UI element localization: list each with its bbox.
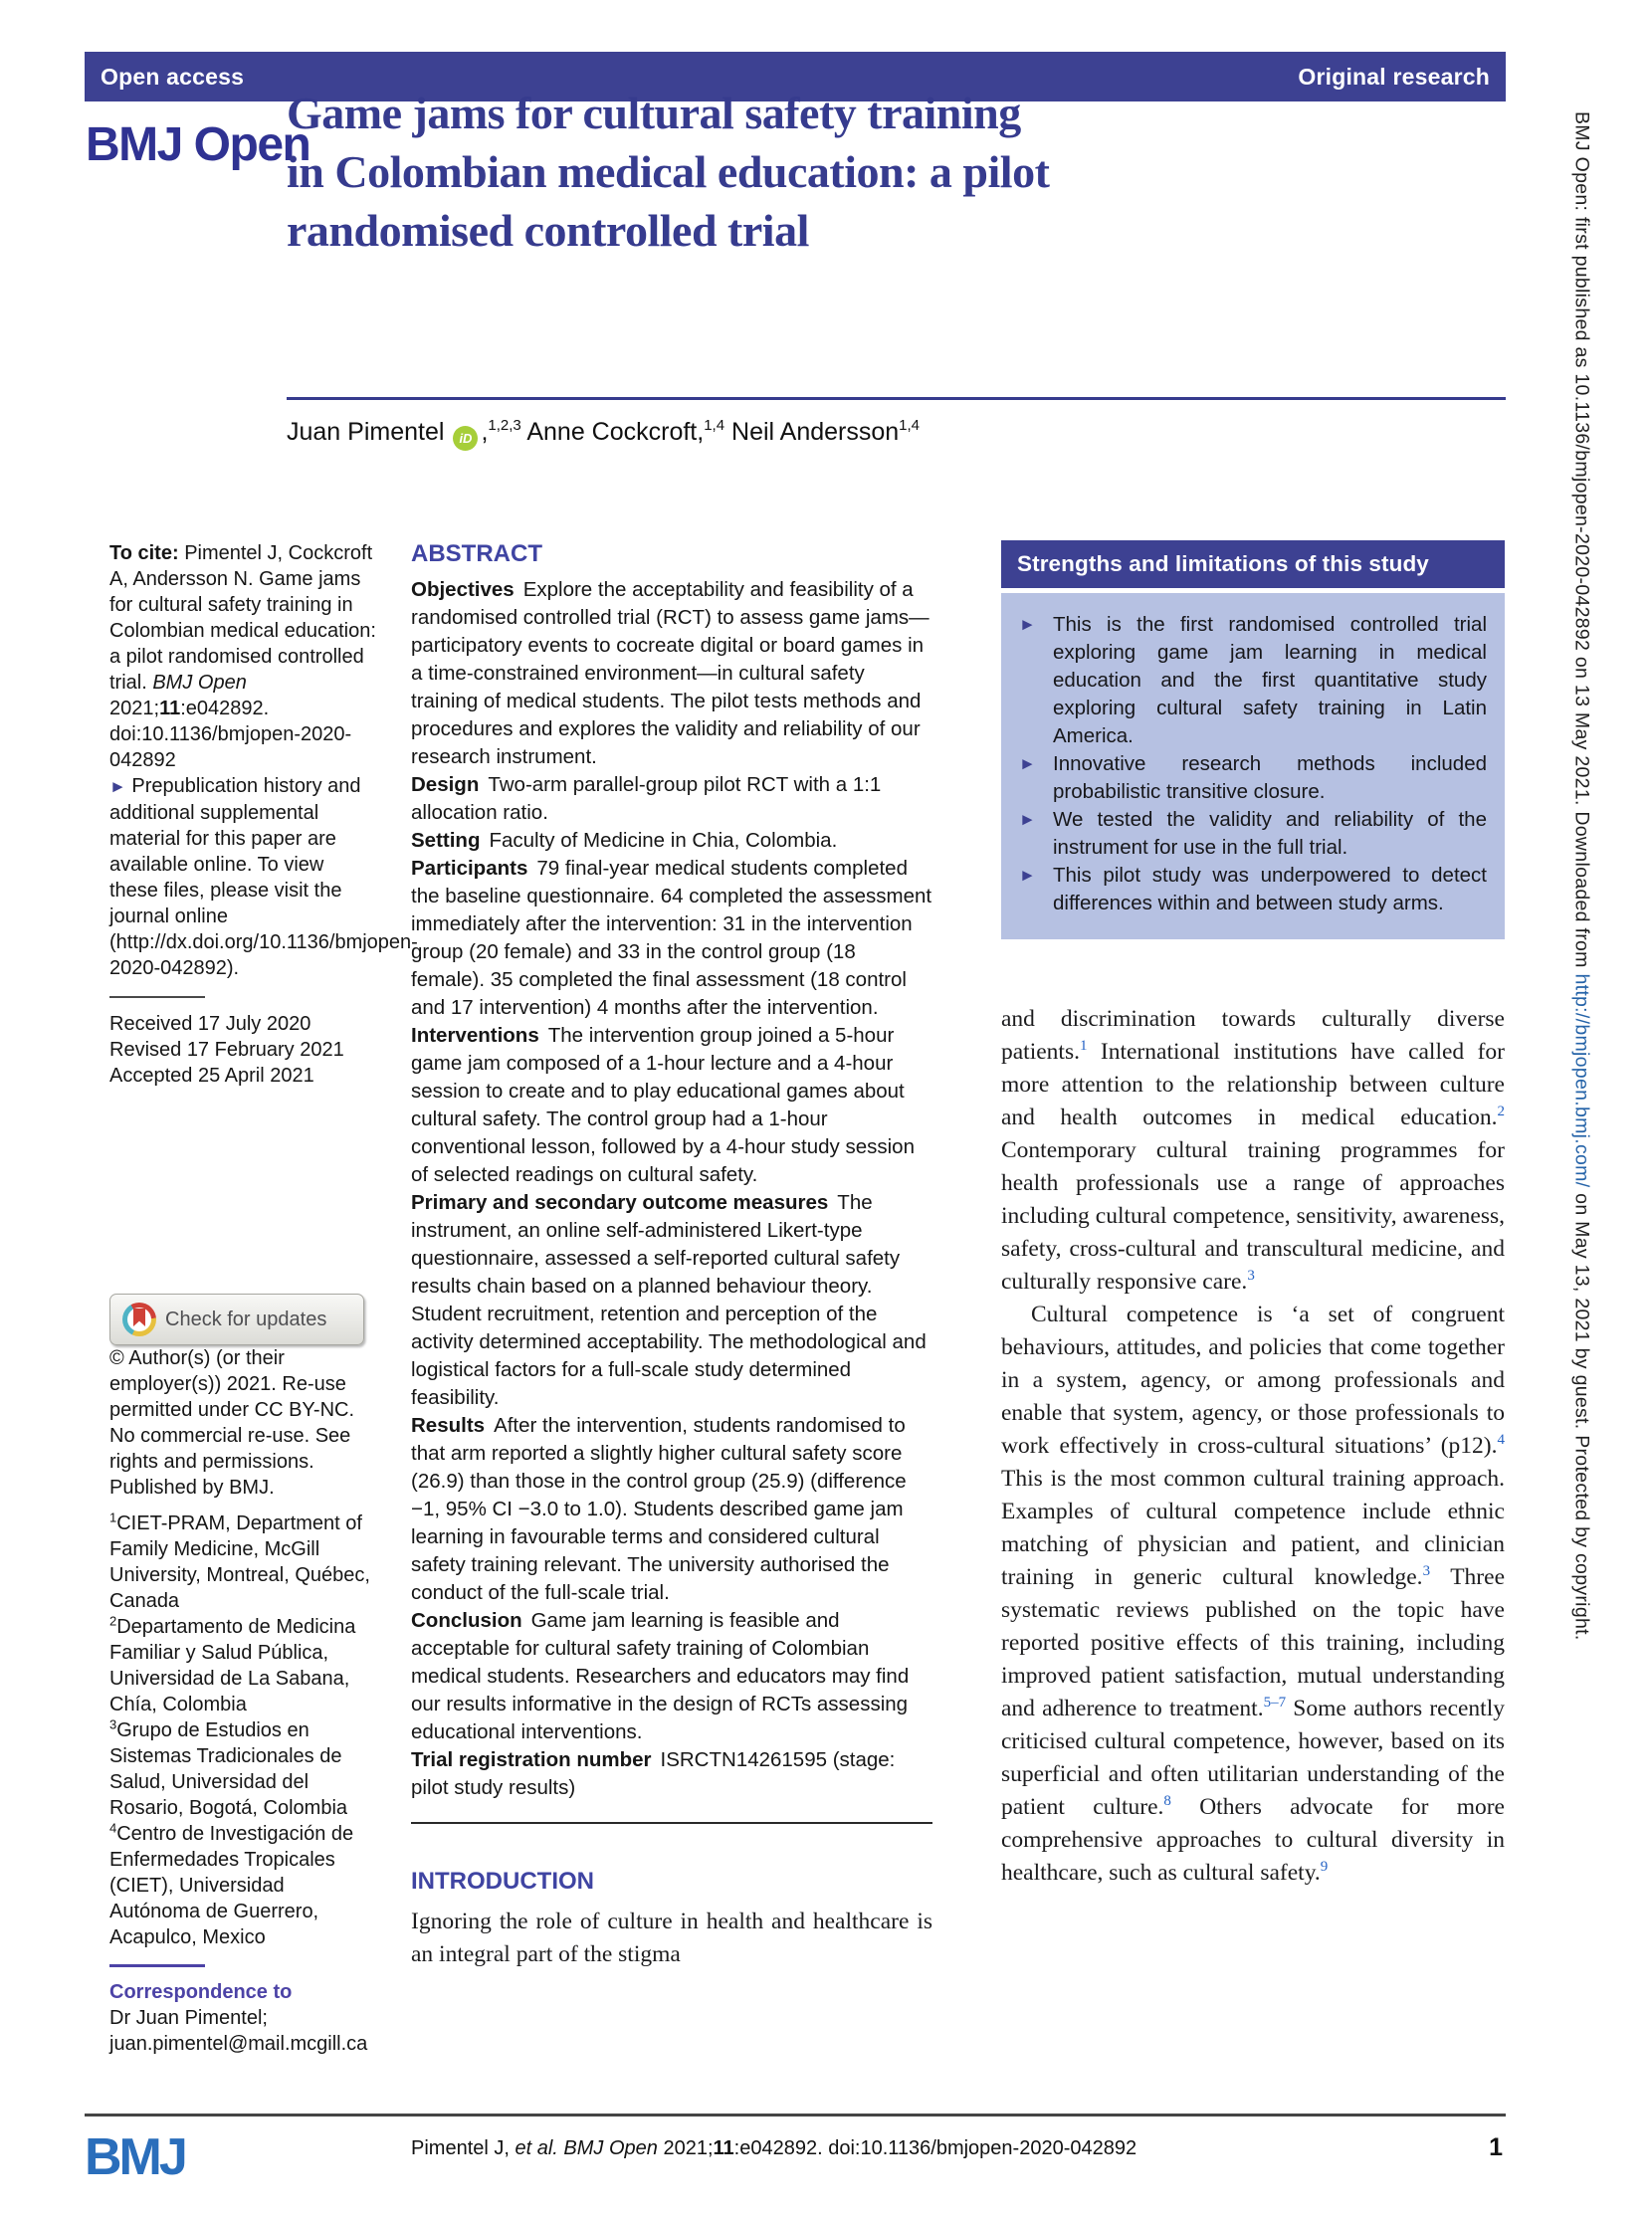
- affiliation-item: [109, 1614, 376, 1717]
- author-name: Neil Andersson: [724, 418, 900, 446]
- bmj-logo: BMJ: [85, 2128, 185, 2186]
- strengths-item-text: This pilot study was underpowered to detect differences within and between study arms.: [1053, 864, 1487, 914]
- abstract-section-text: ISRCTN14261595 (stage: pilot study results): [411, 1748, 896, 1799]
- check-for-updates-button[interactable]: [109, 1294, 364, 1345]
- author-affiliation-sup: 1,4: [704, 417, 725, 434]
- affiliation-text: Grupo de Estudios en Sistemas Tradicionales de Salud, Universidad del Rosario, Bogotá, Colombia: [109, 1719, 348, 1819]
- copyright-notice: © Author(s) (or their employer(s)) 2021. Re-use permitted under CC BY-NC. No commercial re-use. See rights and permissions. Published by BMJ.: [109, 1347, 355, 1499]
- prepublication-note: [109, 773, 418, 981]
- abstract-section-setting: [411, 827, 932, 855]
- affiliation-number: 3: [109, 1716, 117, 1732]
- footer-citation-volume: 11: [713, 2137, 734, 2159]
- author-byline: [287, 418, 920, 451]
- author-name: Anne Cockcroft,: [520, 418, 705, 446]
- to-cite-doi: :e042892. doi:10.1136/bmjopen-2020-042892: [109, 698, 352, 771]
- original-research-label: Original research: [1298, 63, 1490, 90]
- check-for-updates-icon: [122, 1303, 156, 1336]
- introduction-lead-text: Ignoring the role of culture in health and healthcare is an integral part of the stigma: [411, 1909, 932, 1967]
- margin-note-link[interactable]: http://bmjopen.bmj.com/: [1570, 973, 1593, 1188]
- abstract-section-label: Conclusion: [411, 1609, 522, 1632]
- footer-citation-authors: Pimentel J,: [411, 2137, 516, 2159]
- prepublication-text: Prepublication history and additional supplemental material for this paper are available online. To view these files, please visit the journal online (http://dx.doi.org/10.1136/bmjopen-2020-042892).: [109, 775, 418, 979]
- affiliation-item: [109, 1511, 376, 1614]
- to-cite-block: [109, 540, 376, 773]
- margin-note-text: on May 13, 2021 by guest. Protected by copyright.: [1570, 1187, 1593, 1641]
- abstract-section-interventions: [411, 1022, 932, 1189]
- abstract-section-text: The intervention group joined a 5-hour game jam composed of a 1-hour lecture and a 4-hour session to create and to play educational games about cultural safety. The control group had a 1-hour conventional lesson, followed by a 4-hour study session of selected readings on cultural safety.: [411, 1024, 915, 1186]
- introduction-heading: INTRODUCTION: [411, 1868, 594, 1895]
- to-cite-volume: 11: [159, 698, 181, 719]
- citation-ref: 3: [1422, 1563, 1431, 1579]
- abstract-section-text: Explore the acceptability and feasibility of a randomised controlled trial (RCT) to assess game jams—participatory events to cocreate digital or board games in a time-constrained environment—in cultural safety training of medical students. The pilot tests methods and procedures and explores the validity and reliability of our research instrument.: [411, 578, 929, 768]
- citation-ref: 8: [1163, 1793, 1171, 1809]
- body-text: International institutions have called for more attention to the relationship between culture and health outcomes in medical education.: [1001, 1039, 1505, 1130]
- correspondence-divider: [109, 1964, 205, 1967]
- abstract-section-text: Game jam learning is feasible and acceptable for cultural safety training of Colombian medical students. Researchers and educators may find our results informative in the design of RCTs assessing educational interventions.: [411, 1609, 910, 1743]
- citation-ref: 5–7: [1263, 1695, 1287, 1711]
- abstract-section-objectives: [411, 576, 932, 771]
- abstract-section-label: Design: [411, 773, 480, 796]
- received-date: Received 17 July 2020: [109, 1013, 311, 1035]
- abstract-section-label: Objectives: [411, 578, 515, 601]
- revised-date: Revised 17 February 2021: [109, 1039, 344, 1061]
- affiliation-number: 4: [109, 1820, 117, 1836]
- strengths-item-text: This is the first randomised controlled trial exploring game jam learning in medical education and the first quantitative study exploring cultural safety training in Latin America.: [1053, 613, 1487, 747]
- correspondence-label: Correspondence to: [109, 1981, 293, 2003]
- affiliation-text: Departamento de Medicina Familiar y Salud Pública, Universidad de La Sabana, Chía, Colombia: [109, 1616, 356, 1715]
- affiliation-item: [109, 1821, 376, 1950]
- article-title-line-2: in Colombian medical education: a pilot: [287, 146, 1050, 197]
- citation-ref: 1: [1079, 1038, 1088, 1054]
- abstract-section-design: [411, 771, 932, 827]
- article-metadata-sidebar: [109, 540, 418, 2057]
- abstract-section-text: Two-arm parallel-group pilot RCT with a 1:1 allocation ratio.: [411, 773, 882, 824]
- triangle-bullet-icon: ►: [1019, 810, 1036, 829]
- check-for-updates-label: Check for updates: [165, 1309, 327, 1330]
- abstract-section-text: After the intervention, students randomised to that arm reported a slightly higher cultural safety score (26.9) than those in the control group (25.9) (difference −1, 95% CI −3.0 to 1.0). Students described game jam learning in favourable terms and considered cultural safety training relevant. The university authorised the conduct of the full-scale trial.: [411, 1414, 907, 1604]
- strengths-item: [1017, 750, 1487, 806]
- journal-logo: BMJ Open: [86, 118, 310, 171]
- affiliation-text: Centro de Investigación de Enfermedades Tropicales (CIET), Universidad Autónoma de Guerrero, Acapulco, Mexico: [109, 1823, 354, 1948]
- to-cite-text: Pimentel J, Cockcroft A, Andersson N. Game jams for cultural safety training in Colombian medical education: a pilot randomised controlled trial.: [109, 542, 376, 694]
- affiliation-text: CIET-PRAM, Department of Family Medicine, McGill University, Montreal, Québec, Canada: [109, 1512, 370, 1612]
- triangle-bullet-icon: ►: [109, 777, 126, 796]
- abstract-column: [411, 540, 932, 1971]
- citation-ref: 2: [1497, 1104, 1505, 1119]
- abstract-section-results: [411, 1412, 932, 1607]
- body-paragraph: [1001, 1003, 1505, 1299]
- footer-citation-year: 2021;: [663, 2137, 714, 2159]
- body-text: and discrimination towards culturally diverse patients.: [1001, 1006, 1505, 1065]
- body-text: This is the most common cultural training approach. Examples of cultural competence include ethnic matching of physician and patient, and clinician training in generic cultural knowledge.: [1001, 1466, 1505, 1590]
- abstract-section-text: The instrument, an online self-administered Likert-type questionnaire, assessed a self-reported cultural safety results chain based on a planned behaviour theory. Student recruitment, retention and perception of the activity determined acceptability. The methodological and logistical factors for a full-scale study determined feasibility.: [411, 1191, 927, 1409]
- abstract-section-label: Interventions: [411, 1024, 539, 1047]
- correspondence-name: Dr Juan Pimentel;: [109, 2007, 268, 2029]
- strengths-item: [1017, 806, 1487, 862]
- article-title-line-1: Game jams for cultural safety training: [287, 88, 1021, 138]
- affiliation-item: [109, 1717, 376, 1821]
- strengths-limitations-box: [1001, 540, 1505, 939]
- body-text: Contemporary cultural training programmes for health professionals use a range of approaches including cultural competence, sensitivity, awareness, safety, cross-cultural and transcultural medicine, and culturally responsive care.: [1001, 1137, 1505, 1295]
- margin-note-text: BMJ Open: first published as 10.1136/bmjopen-2020-042892 on 13 May 2021. Downloaded from: [1570, 111, 1593, 974]
- author-name: Juan Pimentel: [287, 418, 445, 446]
- article-title-line-3: randomised controlled trial: [287, 205, 809, 256]
- abstract-introduction-divider: [411, 1822, 932, 1824]
- strengths-item-text: We tested the validity and reliability of the instrument for use in the full trial.: [1053, 808, 1487, 859]
- abstract-heading: ABSTRACT: [411, 540, 542, 567]
- author-affiliation-sup: 1,4: [899, 417, 921, 434]
- abstract-section-outcome-measures: [411, 1189, 932, 1412]
- strengths-item-text: Innovative research methods included probabilistic transitive closure.: [1053, 752, 1487, 803]
- right-column: [1001, 540, 1505, 1890]
- body-text: Some authors recently criticised cultural competence, however, based on its superficial and often utilitarian understanding of the patient culture.: [1001, 1696, 1505, 1820]
- strengths-box-heading: Strengths and limitations of this study: [1001, 540, 1505, 588]
- citation-ref: 9: [1320, 1859, 1329, 1875]
- body-text: Three systematic reviews published on the topic have reported positive effects of this training, including improved patient satisfaction, mutual understanding and adherence to treatment.: [1001, 1564, 1505, 1721]
- triangle-bullet-icon: ►: [1019, 754, 1036, 773]
- author-separator: ,: [481, 418, 489, 446]
- margin-copyright-note: [1570, 111, 1591, 2191]
- abstract-section-label: Primary and secondary outcome measures: [411, 1191, 829, 1214]
- abstract-section-trial-registration: [411, 1746, 932, 1802]
- strengths-item: [1017, 611, 1487, 750]
- affiliations-list: [109, 1511, 376, 1950]
- affiliation-number: 1: [109, 1510, 117, 1525]
- orcid-icon[interactable]: iD: [453, 426, 478, 451]
- abstract-section-text: 79 final-year medical students completed the baseline questionnaire. 64 completed the assessment immediately after the intervention: 31 in the intervention group (20 female) and 33 in the control group (18 female). 35 completed the final assessment (18 control and 17 intervention) 4 months after the intervention.: [411, 857, 932, 1019]
- triangle-bullet-icon: ►: [1019, 615, 1036, 634]
- triangle-bullet-icon: ►: [1019, 866, 1036, 885]
- footer-citation-journal: et al. BMJ Open: [515, 2137, 664, 2159]
- body-text: Cultural competence is ‘a set of congruent behaviours, attitudes, and policies that come together in a system, agency, or among professionals and enable that system, agency, or those professionals to work effectively in cross-cultural situations’ (p12).: [1001, 1302, 1505, 1459]
- body-paragraph: [1001, 1299, 1505, 1890]
- abstract-section-label: Trial registration number: [411, 1748, 652, 1771]
- abstract-section-label: Participants: [411, 857, 528, 880]
- strengths-item: [1017, 862, 1487, 917]
- page-number: 1: [1489, 2133, 1503, 2161]
- correspondence-email[interactable]: juan.pimentel@mail.mcgill.ca: [109, 2033, 368, 2055]
- open-access-label: Open access: [101, 63, 245, 90]
- abstract-section-participants: [411, 855, 932, 1022]
- citation-ref: 4: [1497, 1432, 1505, 1448]
- body-text: Others advocate for more comprehensive approaches to cultural diversity in healthcare, such as cultural safety.: [1001, 1794, 1505, 1886]
- abstract-section-label: Results: [411, 1414, 486, 1437]
- article-title: [287, 84, 1511, 260]
- strengths-box-body: [1001, 593, 1505, 939]
- sidebar-divider: [109, 996, 205, 998]
- accepted-date: Accepted 25 April 2021: [109, 1065, 314, 1087]
- footer-citation-doi: :e042892. doi:10.1136/bmjopen-2020-042892: [733, 2137, 1137, 2159]
- to-cite-journal: BMJ Open: [152, 672, 247, 694]
- author-affiliation-sup: 1,2,3: [488, 417, 521, 434]
- abstract-section-conclusion: [411, 1607, 932, 1746]
- to-cite-year: 2021;: [109, 698, 160, 719]
- citation-ref: 3: [1247, 1268, 1255, 1284]
- title-divider: [287, 397, 1506, 400]
- affiliation-number: 2: [109, 1613, 117, 1629]
- abstract-section-label: Setting: [411, 829, 481, 852]
- footer-divider: [85, 2114, 1506, 2116]
- footer-citation: [411, 2137, 1137, 2160]
- abstract-section-text: Faculty of Medicine in Chia, Colombia.: [489, 829, 838, 852]
- to-cite-label: To cite:: [109, 542, 185, 564]
